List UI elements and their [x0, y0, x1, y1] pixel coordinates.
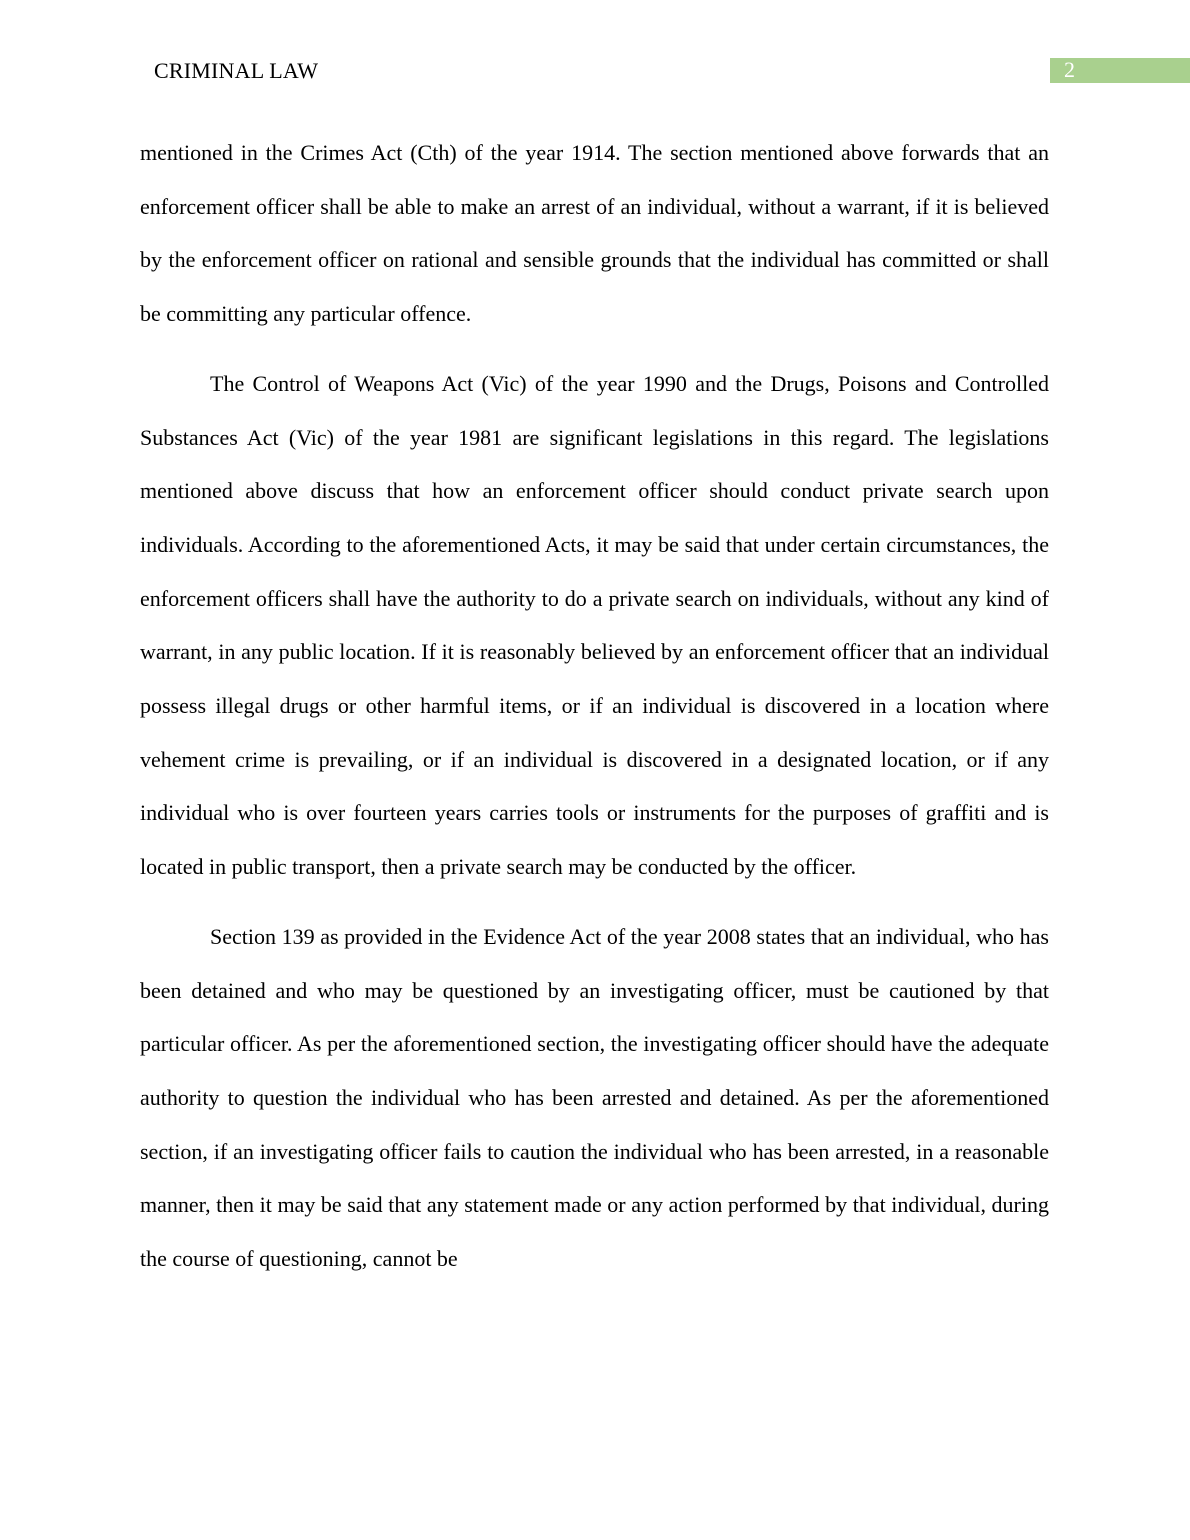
- running-header-title: CRIMINAL LAW: [154, 58, 319, 83]
- paragraph-crimes-act: mentioned in the Crimes Act (Cth) of the year 1914. The section mentioned above forwards that an enforcement officer shall be able to make an arrest of an individual, without a warrant, if it is believed by the enforcement officer on rational and sensible grounds that the individual has committed or shall be committing any particular offence.: [140, 140, 1049, 327]
- page-number-bar: [1050, 58, 1190, 83]
- document-body: [140, 126, 1049, 1286]
- page-number: 2: [1064, 57, 1075, 82]
- paragraph-weapons-drugs-acts: The Control of Weapons Act (Vic) of the year 1990 and the Drugs, Poisons and Controlled Substances Act (Vic) of the year 1981 are significant legislations in this regard. The legislations mentioned above discuss that how an enforcement officer should conduct private search upon individuals. According to the aforementioned Acts, it may be said that under certain circumstances, the enforcement officers shall have the authority to do a private search on individuals, without any kind of warrant, in any public location. If it is reasonably believed by an enforcement officer that an individual possess illegal drugs or other harmful items, or if an individual is discovered in a location where vehement crime is prevailing, or if an individual is discovered in a designated location, or if any individual who is over fourteen years carries tools or instruments for the purposes of graffiti and is located in public transport, then a private search may be conducted by the officer.: [140, 370, 1049, 880]
- paragraph-evidence-act: Section 139 as provided in the Evidence Act of the year 2008 states that an individual, who has been detained and who may be questioned by an investigating officer, must be cautioned by that particular officer. As per the aforementioned section, the investigating officer should have the adequate authority to question the individual who has been arrested and detained. As per the aforementioned section, if an investigating officer fails to caution the individual who has been arrested, in a reasonable manner, then it may be said that any statement made or any action performed by that individual, during the course of questioning, cannot be: [140, 923, 1049, 1272]
